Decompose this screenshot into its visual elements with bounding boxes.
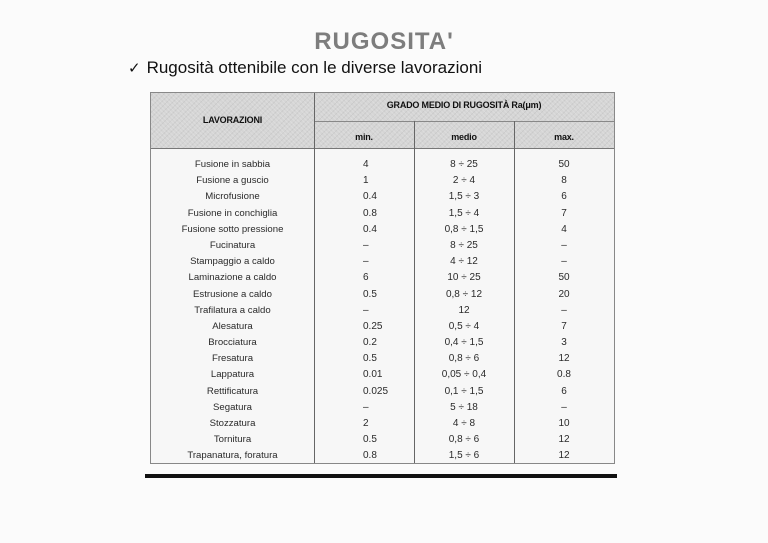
cell-medio: 0,8 ÷ 12 bbox=[445, 288, 483, 300]
cell-max: 7 bbox=[561, 207, 567, 219]
table-header bbox=[151, 93, 614, 149]
cell-medio: 2 ÷ 4 bbox=[452, 175, 476, 187]
cell-lavorazione: Brocciatura bbox=[208, 337, 257, 349]
table-row bbox=[151, 384, 614, 400]
cell-max: – bbox=[561, 304, 567, 316]
cell-medio: 0,8 ÷ 1,5 bbox=[444, 223, 484, 235]
cell-medio: 4 ÷ 12 bbox=[450, 256, 478, 268]
cell-max: – bbox=[561, 401, 567, 413]
cell-lavorazione: Fresatura bbox=[211, 353, 254, 365]
cell-min: 0.2 bbox=[363, 337, 377, 349]
cell-lavorazione: Laminazione a caldo bbox=[188, 272, 277, 284]
cell-min: 4 bbox=[363, 159, 369, 170]
cell-max: – bbox=[561, 256, 567, 268]
table-row bbox=[151, 400, 614, 416]
bottom-rule bbox=[145, 474, 617, 478]
cell-max: 20 bbox=[558, 288, 570, 300]
cell-lavorazione: Fusione in conchiglia bbox=[187, 207, 278, 219]
table-row bbox=[151, 270, 614, 286]
cell-min: 0.5 bbox=[363, 434, 377, 446]
table-row bbox=[151, 189, 614, 205]
cell-max: 7 bbox=[561, 320, 567, 332]
cell-medio: 12 bbox=[458, 304, 470, 316]
cell-medio: 0,05 ÷ 0,4 bbox=[441, 369, 487, 381]
bullet-line bbox=[128, 58, 482, 78]
cell-lavorazione: Tornitura bbox=[213, 434, 252, 446]
cell-lavorazione: Fusione sotto pressione bbox=[181, 223, 284, 235]
cell-medio: 1,5 ÷ 6 bbox=[448, 450, 480, 462]
cell-medio: 1,5 ÷ 3 bbox=[448, 191, 480, 203]
cell-lavorazione: Microfusione bbox=[205, 191, 260, 203]
table-row bbox=[151, 319, 614, 335]
cell-lavorazione: Fusione in sabbia bbox=[194, 159, 271, 170]
table-row bbox=[151, 287, 614, 303]
roughness-table bbox=[150, 92, 615, 464]
cell-medio: 8 ÷ 25 bbox=[450, 239, 478, 251]
table-row bbox=[151, 351, 614, 367]
cell-min: 0.8 bbox=[363, 450, 377, 462]
cell-medio: 0,8 ÷ 6 bbox=[448, 353, 480, 365]
cell-max: 50 bbox=[558, 272, 570, 284]
table-row bbox=[151, 432, 614, 448]
cell-min: 1 bbox=[363, 175, 369, 187]
cell-lavorazione: Segatura bbox=[213, 401, 252, 413]
table-row bbox=[151, 238, 614, 254]
cell-lavorazione: Stampaggio a caldo bbox=[190, 256, 275, 268]
cell-min: – bbox=[363, 239, 369, 251]
cell-max: 0.8 bbox=[557, 369, 571, 381]
header-medio: medio bbox=[451, 132, 477, 142]
cell-max: 6 bbox=[561, 191, 567, 203]
cell-max: 6 bbox=[561, 385, 567, 397]
cell-max: 10 bbox=[558, 418, 570, 429]
cell-min: – bbox=[363, 304, 369, 316]
table-row bbox=[151, 206, 614, 222]
cell-min: 0.8 bbox=[363, 207, 377, 219]
cell-min: 0.4 bbox=[363, 191, 377, 203]
header-min: min. bbox=[355, 132, 373, 142]
bullet-text: Rugosità ottenibile con le diverse lavorazioni bbox=[146, 58, 483, 77]
cell-min: – bbox=[363, 401, 369, 413]
page-title: RUGOSITA' bbox=[314, 28, 454, 55]
cell-min: – bbox=[363, 256, 369, 268]
table-row bbox=[151, 157, 614, 173]
cell-medio: 5 ÷ 18 bbox=[450, 401, 478, 413]
table-row bbox=[151, 448, 614, 464]
table-row bbox=[151, 222, 614, 238]
cell-medio: 8 ÷ 25 bbox=[450, 159, 478, 170]
cell-lavorazione: Fucinatura bbox=[209, 239, 256, 251]
cell-max: 8 bbox=[561, 175, 567, 187]
cell-min: 0.5 bbox=[363, 288, 377, 300]
cell-medio: 1,5 ÷ 4 bbox=[448, 207, 480, 219]
cell-min: 2 bbox=[363, 418, 369, 429]
header-divider bbox=[314, 121, 614, 122]
cell-lavorazione: Lappatura bbox=[210, 369, 255, 381]
cell-min: 0.4 bbox=[363, 223, 377, 235]
header-lavorazioni: LAVORAZIONI bbox=[202, 115, 263, 125]
cell-lavorazione: Rettificatura bbox=[206, 385, 259, 397]
cell-max: 50 bbox=[558, 159, 570, 170]
cell-medio: 0,4 ÷ 1,5 bbox=[444, 337, 484, 349]
cell-max: 3 bbox=[561, 337, 567, 349]
cell-lavorazione: Trapanatura, foratura bbox=[187, 450, 278, 462]
cell-lavorazione: Alesatura bbox=[212, 320, 253, 332]
table-row bbox=[151, 173, 614, 189]
cell-medio: 4 ÷ 8 bbox=[452, 418, 476, 429]
cell-min: 0.01 bbox=[363, 369, 383, 381]
header-grado-medio: GRADO MEDIO DI RUGOSITÀ Ra(μm) bbox=[386, 100, 542, 110]
table-row bbox=[151, 303, 614, 319]
cell-min: 6 bbox=[363, 272, 369, 284]
cell-max: 12 bbox=[558, 450, 570, 462]
table-row bbox=[151, 335, 614, 351]
cell-medio: 0,8 ÷ 6 bbox=[448, 434, 480, 446]
cell-min: 0.025 bbox=[363, 385, 389, 397]
checkmark-icon: ✓ bbox=[128, 60, 141, 77]
cell-medio: 10 ÷ 25 bbox=[447, 272, 481, 284]
cell-medio: 0,5 ÷ 4 bbox=[448, 320, 480, 332]
table-row bbox=[151, 254, 614, 270]
table-row bbox=[151, 416, 614, 432]
table-row bbox=[151, 367, 614, 383]
cell-max: 12 bbox=[558, 434, 570, 446]
cell-lavorazione: Stozzatura bbox=[209, 418, 256, 429]
cell-max: 12 bbox=[558, 353, 570, 365]
cell-max: – bbox=[561, 239, 567, 251]
cell-max: 4 bbox=[561, 223, 567, 235]
cell-lavorazione: Fusione a guscio bbox=[196, 175, 269, 187]
cell-lavorazione: Estrusione a caldo bbox=[193, 288, 272, 300]
table-body bbox=[151, 157, 614, 465]
cell-lavorazione: Trafilatura a caldo bbox=[194, 304, 271, 316]
cell-medio: 0,1 ÷ 1,5 bbox=[444, 385, 484, 397]
header-max: max. bbox=[554, 132, 574, 142]
cell-min: 0.5 bbox=[363, 353, 377, 365]
cell-min: 0.25 bbox=[363, 320, 383, 332]
